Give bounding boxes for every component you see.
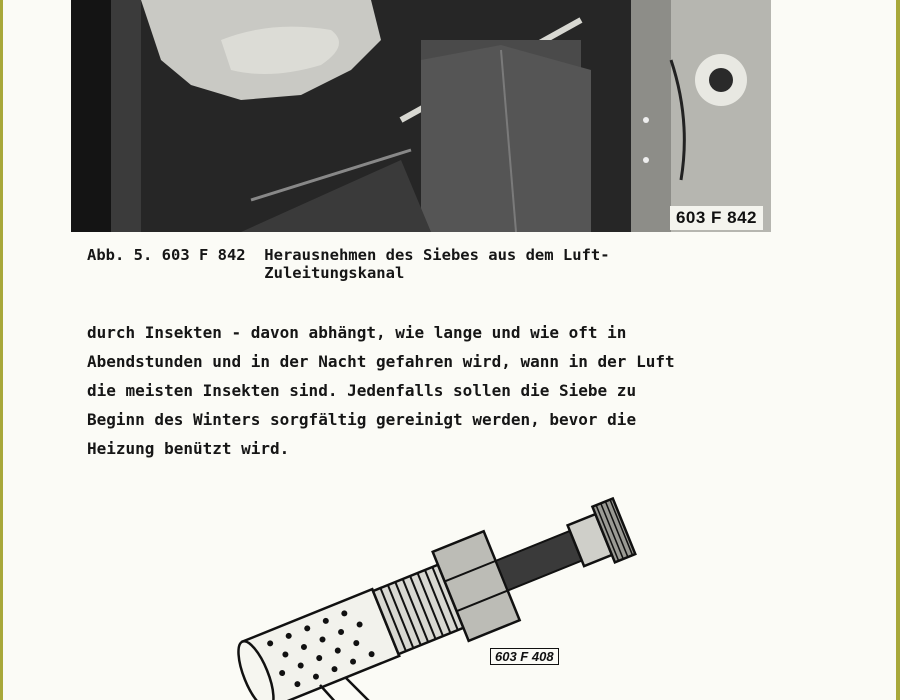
paragraph-line: Abendstunden und in der Nacht gefahren wird, wann in der Luft [87, 352, 675, 371]
figure-label: 603 F 408 [490, 648, 559, 665]
caption-line: Zuleitungskanal [87, 264, 405, 282]
body-paragraph [87, 318, 675, 463]
caption-line: Abb. 5. 603 F 842 Herausnehmen des Siebes aus dem Luft- [87, 246, 610, 264]
glow-plug-illustration [228, 470, 648, 700]
paragraph-line: durch Insekten - davon abhängt, wie lange und wie oft in [87, 323, 627, 342]
photo-label: 603 F 842 [670, 206, 763, 230]
paragraph-line: Heizung benützt wird. [87, 439, 290, 458]
figure-caption [87, 246, 610, 282]
photo-illustration [71, 0, 771, 232]
paragraph-line: Beginn des Winters sorgfältig gereinigt werden, bevor die [87, 410, 637, 429]
paragraph-line: die meisten Insekten sind. Jedenfalls sollen die Siebe zu [87, 381, 637, 400]
photo-sieve-removal [71, 0, 771, 232]
document-page [3, 0, 896, 700]
